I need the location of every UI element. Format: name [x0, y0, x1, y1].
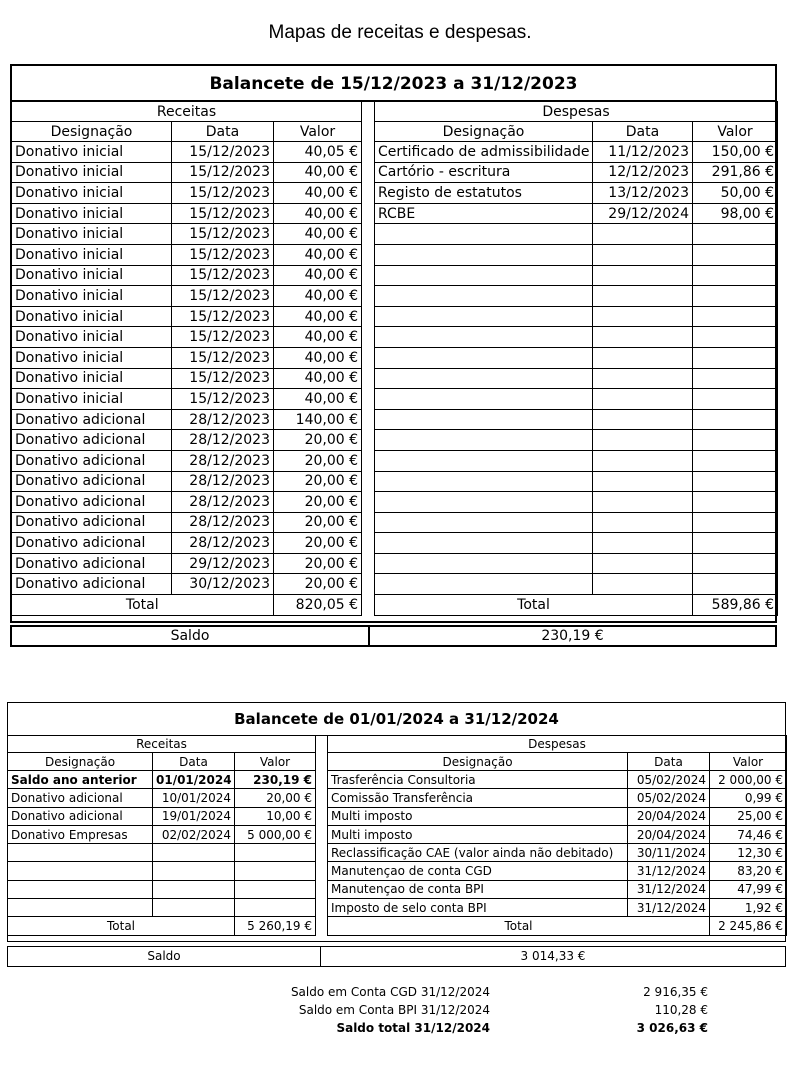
data-cell: 31/12/2024 — [628, 880, 710, 898]
table-row — [12, 327, 362, 348]
designacao-cell: Donativo adicional — [12, 471, 172, 492]
data-cell: 12/12/2023 — [593, 162, 693, 183]
data-cell: 15/12/2023 — [172, 224, 274, 245]
table-row — [12, 409, 362, 430]
table-row — [328, 789, 787, 807]
total-receitas-value: 5 260,19 € — [235, 917, 316, 936]
summary-value: 110,28 € — [654, 1003, 708, 1017]
designacao-cell: Donativo adicional — [12, 492, 172, 513]
designacao-cell — [375, 512, 593, 533]
summary-label: Saldo em Conta BPI 31/12/2024 — [298, 1003, 490, 1017]
valor-cell: 40,00 € — [274, 224, 362, 245]
valor-cell — [693, 327, 778, 348]
table-row — [328, 862, 787, 880]
valor-cell: 40,00 € — [274, 347, 362, 368]
table-row — [375, 286, 778, 307]
valor-cell: 40,00 € — [274, 265, 362, 286]
valor-cell: 40,00 € — [274, 286, 362, 307]
valor-cell: 40,00 € — [274, 244, 362, 265]
table-row — [8, 844, 316, 862]
table-row — [375, 492, 778, 513]
table-row — [12, 244, 362, 265]
valor-cell — [693, 512, 778, 533]
table-row — [375, 409, 778, 430]
data-cell — [593, 533, 693, 554]
data-cell: 15/12/2023 — [172, 389, 274, 410]
designacao-cell — [375, 347, 593, 368]
table-row — [12, 306, 362, 327]
col-valor: Valor — [274, 122, 362, 142]
table-row — [12, 430, 362, 451]
designacao-cell: Donativo inicial — [12, 224, 172, 245]
designacao-cell: Manutençao de conta BPI — [328, 880, 628, 898]
saldo-value: 3 014,33 € — [520, 949, 586, 963]
col-designacao: Designação — [8, 753, 153, 771]
data-cell: 15/12/2023 — [172, 306, 274, 327]
designacao-cell: Cartório - escritura — [375, 162, 593, 183]
designacao-cell: Donativo adicional — [12, 574, 172, 595]
table-row — [375, 327, 778, 348]
valor-cell: 12,30 € — [710, 844, 787, 862]
data-cell: 28/12/2023 — [172, 492, 274, 513]
data-cell — [593, 265, 693, 286]
valor-cell — [693, 450, 778, 471]
valor-cell: 20,00 € — [274, 574, 362, 595]
designacao-cell: Donativo adicional — [12, 409, 172, 430]
designacao-cell: Donativo adicional — [12, 430, 172, 451]
valor-cell: 40,00 € — [274, 306, 362, 327]
valor-cell — [693, 574, 778, 595]
valor-cell — [693, 389, 778, 410]
designacao-cell: Manutençao de conta CGD — [328, 862, 628, 880]
designacao-cell: Donativo inicial — [12, 286, 172, 307]
designacao-cell: Imposto de selo conta BPI — [328, 899, 628, 917]
data-cell: 15/12/2023 — [172, 162, 274, 183]
table-row — [375, 162, 778, 183]
total-receitas-label: Total — [8, 917, 235, 936]
valor-cell: 40,00 € — [274, 203, 362, 224]
page-title: Mapas de receitas e despesas. — [268, 22, 532, 43]
data-cell — [593, 347, 693, 368]
receitas-header: Receitas — [12, 102, 362, 122]
valor-cell: 1,92 € — [710, 899, 787, 917]
summary-value: 3 026,63 € — [636, 1021, 708, 1035]
valor-cell: 20,00 € — [274, 450, 362, 471]
designacao-cell — [8, 899, 153, 917]
designacao-cell: Donativo inicial — [12, 265, 172, 286]
table-row — [12, 203, 362, 224]
despesas-header: Despesas — [328, 736, 787, 753]
valor-cell: 40,00 € — [274, 327, 362, 348]
data-cell — [593, 492, 693, 513]
table-row — [8, 825, 316, 843]
designacao-cell — [8, 862, 153, 880]
saldo-value: 230,19 € — [541, 628, 604, 644]
table-row — [328, 771, 787, 789]
table-row — [375, 389, 778, 410]
designacao-cell: Registo de estatutos — [375, 183, 593, 204]
col-designacao: Designação — [375, 122, 593, 142]
valor-cell: 230,19 € — [235, 771, 316, 789]
valor-cell — [235, 862, 316, 880]
designacao-cell — [375, 389, 593, 410]
summary-label: Saldo total 31/12/2024 — [336, 1021, 490, 1035]
col-valor: Valor — [693, 122, 778, 142]
designacao-cell — [375, 533, 593, 554]
designacao-cell: Trasferência Consultoria — [328, 771, 628, 789]
data-cell: 05/02/2024 — [628, 789, 710, 807]
data-cell — [593, 224, 693, 245]
data-cell: 15/12/2023 — [172, 327, 274, 348]
total-receitas-value: 820,05 € — [274, 595, 362, 616]
data-cell: 28/12/2023 — [172, 430, 274, 451]
valor-cell: 20,00 € — [274, 471, 362, 492]
valor-cell: 20,00 € — [274, 533, 362, 554]
data-cell: 15/12/2023 — [172, 265, 274, 286]
designacao-cell — [375, 224, 593, 245]
valor-cell — [693, 471, 778, 492]
data-cell: 29/12/2024 — [593, 203, 693, 224]
data-cell: 28/12/2023 — [172, 471, 274, 492]
designacao-cell — [375, 574, 593, 595]
saldo-summary — [0, 985, 800, 1045]
total-despesas-label: Total — [375, 595, 693, 616]
balancete-2024-title: Balancete de 01/01/2024 a 31/12/2024 — [8, 703, 785, 736]
table-row — [375, 553, 778, 574]
data-cell: 13/12/2023 — [593, 183, 693, 204]
table-row — [12, 553, 362, 574]
valor-cell — [693, 347, 778, 368]
designacao-cell: Donativo adicional — [12, 553, 172, 574]
receitas-table-2024 — [7, 735, 316, 936]
data-cell: 02/02/2024 — [153, 825, 235, 843]
valor-cell — [693, 368, 778, 389]
designacao-cell: Saldo ano anterior — [8, 771, 153, 789]
table-row — [375, 224, 778, 245]
table-row — [375, 306, 778, 327]
valor-cell: 150,00 € — [693, 142, 778, 163]
valor-cell: 40,00 € — [274, 183, 362, 204]
table-row — [12, 347, 362, 368]
data-cell: 28/12/2023 — [172, 409, 274, 430]
valor-cell — [235, 844, 316, 862]
valor-cell — [693, 553, 778, 574]
col-designacao: Designação — [328, 753, 628, 771]
receitas-header: Receitas — [8, 736, 316, 753]
valor-cell: 20,00 € — [235, 789, 316, 807]
designacao-cell: Donativo inicial — [12, 244, 172, 265]
valor-cell: 10,00 € — [235, 807, 316, 825]
table-row — [12, 142, 362, 163]
data-cell — [153, 844, 235, 862]
designacao-cell — [375, 430, 593, 451]
despesas-table-2024 — [327, 735, 787, 936]
table-row — [328, 844, 787, 862]
designacao-cell — [375, 492, 593, 513]
data-cell: 31/12/2024 — [628, 899, 710, 917]
designacao-cell — [375, 409, 593, 430]
valor-cell: 83,20 € — [710, 862, 787, 880]
valor-cell — [693, 533, 778, 554]
data-cell: 20/04/2024 — [628, 825, 710, 843]
designacao-cell: Reclassificação CAE (valor ainda não debitado) — [328, 844, 628, 862]
designacao-cell: Donativo adicional — [12, 450, 172, 471]
table-row — [8, 862, 316, 880]
data-cell: 10/01/2024 — [153, 789, 235, 807]
table-row — [375, 450, 778, 471]
data-cell — [593, 389, 693, 410]
valor-cell: 40,00 € — [274, 389, 362, 410]
valor-cell: 40,05 € — [274, 142, 362, 163]
valor-cell: 20,00 € — [274, 553, 362, 574]
total-despesas-value: 589,86 € — [693, 595, 778, 616]
data-cell — [593, 244, 693, 265]
table-row — [12, 450, 362, 471]
total-receitas-label: Total — [12, 595, 274, 616]
designacao-cell: Donativo inicial — [12, 183, 172, 204]
designacao-cell — [375, 306, 593, 327]
designacao-cell: Donativo inicial — [12, 368, 172, 389]
data-cell — [593, 306, 693, 327]
valor-cell: 47,99 € — [710, 880, 787, 898]
designacao-cell: Donativo inicial — [12, 306, 172, 327]
table-row — [12, 368, 362, 389]
data-cell — [593, 471, 693, 492]
designacao-cell — [8, 844, 153, 862]
data-cell: 28/12/2023 — [172, 533, 274, 554]
valor-cell: 0,99 € — [710, 789, 787, 807]
table-row — [12, 533, 362, 554]
valor-cell: 20,00 € — [274, 512, 362, 533]
table-row — [328, 880, 787, 898]
designacao-cell: Comissão Transferência — [328, 789, 628, 807]
designacao-cell: Donativo inicial — [12, 142, 172, 163]
data-cell: 20/04/2024 — [628, 807, 710, 825]
valor-cell: 5 000,00 € — [235, 825, 316, 843]
table-row — [12, 265, 362, 286]
col-valor: Valor — [235, 753, 316, 771]
col-valor: Valor — [710, 753, 787, 771]
valor-cell — [235, 899, 316, 917]
data-cell: 19/01/2024 — [153, 807, 235, 825]
designacao-cell — [375, 265, 593, 286]
data-cell: 15/12/2023 — [172, 286, 274, 307]
designacao-cell: Donativo inicial — [12, 162, 172, 183]
valor-cell: 40,00 € — [274, 368, 362, 389]
table-row — [12, 183, 362, 204]
designacao-cell — [8, 880, 153, 898]
designacao-cell — [375, 471, 593, 492]
designacao-cell: Donativo adicional — [8, 807, 153, 825]
col-data: Data — [593, 122, 693, 142]
designacao-cell: Donativo adicional — [8, 789, 153, 807]
valor-cell: 40,00 € — [274, 162, 362, 183]
designacao-cell: Multi imposto — [328, 807, 628, 825]
data-cell: 11/12/2023 — [593, 142, 693, 163]
valor-cell: 74,46 € — [710, 825, 787, 843]
data-cell: 30/11/2024 — [628, 844, 710, 862]
data-cell — [593, 512, 693, 533]
table-row — [375, 347, 778, 368]
valor-cell — [693, 492, 778, 513]
valor-cell: 2 000,00 € — [710, 771, 787, 789]
table-row — [375, 244, 778, 265]
data-cell: 15/12/2023 — [172, 142, 274, 163]
table-row — [12, 224, 362, 245]
table-row — [375, 142, 778, 163]
data-cell: 15/12/2023 — [172, 244, 274, 265]
table-row — [375, 265, 778, 286]
data-cell — [593, 327, 693, 348]
table-row — [12, 162, 362, 183]
table-row — [8, 771, 316, 789]
col-data: Data — [172, 122, 274, 142]
data-cell: 28/12/2023 — [172, 450, 274, 471]
table-row — [375, 574, 778, 595]
designacao-cell — [375, 553, 593, 574]
table-row — [375, 368, 778, 389]
col-designacao: Designação — [12, 122, 172, 142]
valor-cell: 291,86 € — [693, 162, 778, 183]
data-cell: 28/12/2023 — [172, 512, 274, 533]
data-cell — [593, 286, 693, 307]
table-row — [12, 574, 362, 595]
data-cell — [153, 899, 235, 917]
table-row — [12, 389, 362, 410]
valor-cell — [693, 286, 778, 307]
table-row — [12, 286, 362, 307]
data-cell — [593, 574, 693, 595]
table-row — [328, 899, 787, 917]
col-data: Data — [153, 753, 235, 771]
designacao-cell — [375, 327, 593, 348]
valor-cell — [693, 409, 778, 430]
valor-cell: 98,00 € — [693, 203, 778, 224]
valor-cell: 20,00 € — [274, 492, 362, 513]
data-cell — [593, 450, 693, 471]
table-row — [375, 471, 778, 492]
table-row — [12, 512, 362, 533]
valor-cell: 25,00 € — [710, 807, 787, 825]
table-row — [375, 183, 778, 204]
data-cell: 31/12/2024 — [628, 862, 710, 880]
designacao-cell: Certificado de admissibilidade — [375, 142, 593, 163]
table-row — [12, 471, 362, 492]
table-row — [8, 807, 316, 825]
designacao-cell: Donativo Empresas — [8, 825, 153, 843]
saldo-row-2023 — [10, 625, 777, 647]
table-row — [8, 880, 316, 898]
table-row — [375, 203, 778, 224]
data-cell — [153, 880, 235, 898]
table-row — [375, 430, 778, 451]
table-row — [12, 492, 362, 513]
valor-cell — [693, 306, 778, 327]
designacao-cell — [375, 450, 593, 471]
designacao-cell: RCBE — [375, 203, 593, 224]
designacao-cell: Donativo inicial — [12, 347, 172, 368]
valor-cell: 50,00 € — [693, 183, 778, 204]
valor-cell: 140,00 € — [274, 409, 362, 430]
data-cell: 01/01/2024 — [153, 771, 235, 789]
designacao-cell: Donativo adicional — [12, 512, 172, 533]
data-cell — [593, 430, 693, 451]
table-row — [8, 899, 316, 917]
balancete-2023-title: Balancete de 15/12/2023 a 31/12/2023 — [12, 66, 775, 102]
data-cell — [153, 862, 235, 880]
total-despesas-value: 2 245,86 € — [710, 917, 787, 936]
data-cell: 15/12/2023 — [172, 347, 274, 368]
col-data: Data — [628, 753, 710, 771]
data-cell: 15/12/2023 — [172, 368, 274, 389]
data-cell — [593, 368, 693, 389]
data-cell: 05/02/2024 — [628, 771, 710, 789]
table-row — [375, 512, 778, 533]
designacao-cell — [375, 244, 593, 265]
valor-cell — [693, 244, 778, 265]
despesas-table-2023 — [374, 101, 778, 616]
designacao-cell: Donativo adicional — [12, 533, 172, 554]
saldo-label: Saldo — [8, 947, 321, 966]
summary-value: 2 916,35 € — [643, 985, 708, 999]
receitas-table-2023 — [11, 101, 362, 616]
designacao-cell: Donativo inicial — [12, 203, 172, 224]
despesas-header: Despesas — [375, 102, 778, 122]
valor-cell — [235, 880, 316, 898]
saldo-label: Saldo — [12, 627, 370, 645]
table-row — [328, 807, 787, 825]
data-cell: 30/12/2023 — [172, 574, 274, 595]
designacao-cell: Donativo inicial — [12, 389, 172, 410]
data-cell: 15/12/2023 — [172, 183, 274, 204]
data-cell: 15/12/2023 — [172, 203, 274, 224]
valor-cell — [693, 430, 778, 451]
data-cell — [593, 409, 693, 430]
valor-cell — [693, 265, 778, 286]
valor-cell — [693, 224, 778, 245]
designacao-cell: Multi imposto — [328, 825, 628, 843]
data-cell: 29/12/2023 — [172, 553, 274, 574]
summary-label: Saldo em Conta CGD 31/12/2024 — [290, 985, 490, 999]
table-row — [8, 789, 316, 807]
table-row — [375, 533, 778, 554]
saldo-row-2024 — [7, 946, 786, 967]
table-row — [328, 825, 787, 843]
valor-cell: 20,00 € — [274, 430, 362, 451]
total-despesas-label: Total — [328, 917, 710, 936]
designacao-cell: Donativo inicial — [12, 327, 172, 348]
designacao-cell — [375, 368, 593, 389]
designacao-cell — [375, 286, 593, 307]
data-cell — [593, 553, 693, 574]
